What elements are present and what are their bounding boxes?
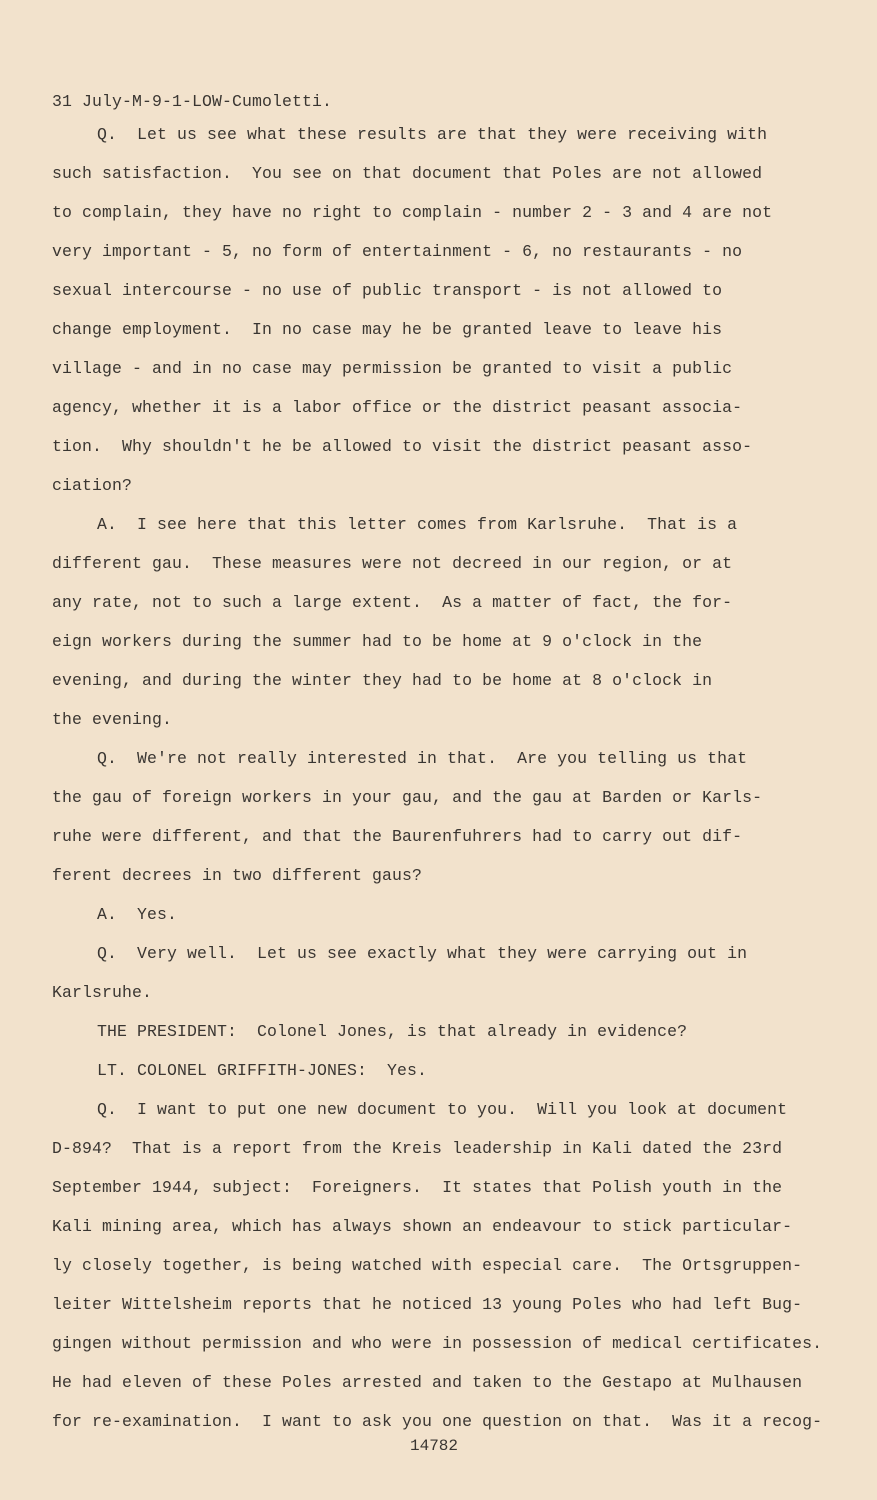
- text-line: to complain, they have no right to complain - number 2 - 3 and 4 are not: [52, 203, 773, 222]
- text-line: A. Yes.: [97, 905, 178, 924]
- text-line: gingen without permission and who were in possession of medical certificates.: [52, 1334, 823, 1353]
- text-line: different gau. These measures were not decreed in our region, or at: [52, 554, 733, 573]
- text-line: THE PRESIDENT: Colonel Jones, is that already in evidence?: [97, 1022, 688, 1041]
- text-line: ciation?: [52, 476, 133, 495]
- text-line: Q. I want to put one new document to you. Will you look at document: [97, 1100, 788, 1119]
- text-line: the evening.: [52, 710, 173, 729]
- document-header: 31 July-M-9-1-LOW-Cumoletti.: [52, 92, 333, 111]
- text-line: the gau of foreign workers in your gau, and the gau at Barden or Karls-: [52, 788, 763, 807]
- text-line: ferent decrees in two different gaus?: [52, 866, 423, 885]
- text-line: any rate, not to such a large extent. As a matter of fact, the for-: [52, 593, 733, 612]
- text-line: ly closely together, is being watched with especial care. The Ortsgruppen-: [52, 1256, 803, 1275]
- text-line: tion. Why shouldn't he be allowed to visit the district peasant asso-: [52, 437, 753, 456]
- text-line: eign workers during the summer had to be home at 9 o'clock in the: [52, 632, 703, 651]
- text-line: village - and in no case may permission be granted to visit a public: [52, 359, 733, 378]
- text-line: such satisfaction. You see on that document that Poles are not allowed: [52, 164, 763, 183]
- text-line: change employment. In no case may he be granted leave to leave his: [52, 320, 723, 339]
- text-line: sexual intercourse - no use of public transport - is not allowed to: [52, 281, 723, 300]
- text-line: ruhe were different, and that the Baurenfuhrers had to carry out dif-: [52, 827, 743, 846]
- text-line: September 1944, subject: Foreigners. It states that Polish youth in the: [52, 1178, 783, 1197]
- text-line: Kali mining area, which has always shown an endeavour to stick particular-: [52, 1217, 793, 1236]
- text-line: leiter Wittelsheim reports that he noticed 13 young Poles who had left Bug-: [52, 1295, 803, 1314]
- text-line: D-894? That is a report from the Kreis leadership in Kali dated the 23rd: [52, 1139, 783, 1158]
- text-line: He had eleven of these Poles arrested and taken to the Gestapo at Mulhausen: [52, 1373, 803, 1392]
- text-line: A. I see here that this letter comes from Karlsruhe. That is a: [97, 515, 738, 534]
- text-line: very important - 5, no form of entertainment - 6, no restaurants - no: [52, 242, 743, 261]
- page-number: 14782: [410, 1437, 459, 1455]
- text-line: Q. We're not really interested in that. Are you telling us that: [97, 749, 748, 768]
- text-line: for re-examination. I want to ask you one question on that. Was it a recog-: [52, 1412, 823, 1431]
- text-line: Karlsruhe.: [52, 983, 153, 1002]
- text-line: agency, whether it is a labor office or the district peasant associa-: [52, 398, 743, 417]
- text-line: Q. Let us see what these results are that they were receiving with: [97, 125, 768, 144]
- text-line: Q. Very well. Let us see exactly what they were carrying out in: [97, 944, 748, 963]
- text-line: LT. COLONEL GRIFFITH-JONES: Yes.: [97, 1061, 428, 1080]
- text-line: evening, and during the winter they had to be home at 8 o'clock in: [52, 671, 713, 690]
